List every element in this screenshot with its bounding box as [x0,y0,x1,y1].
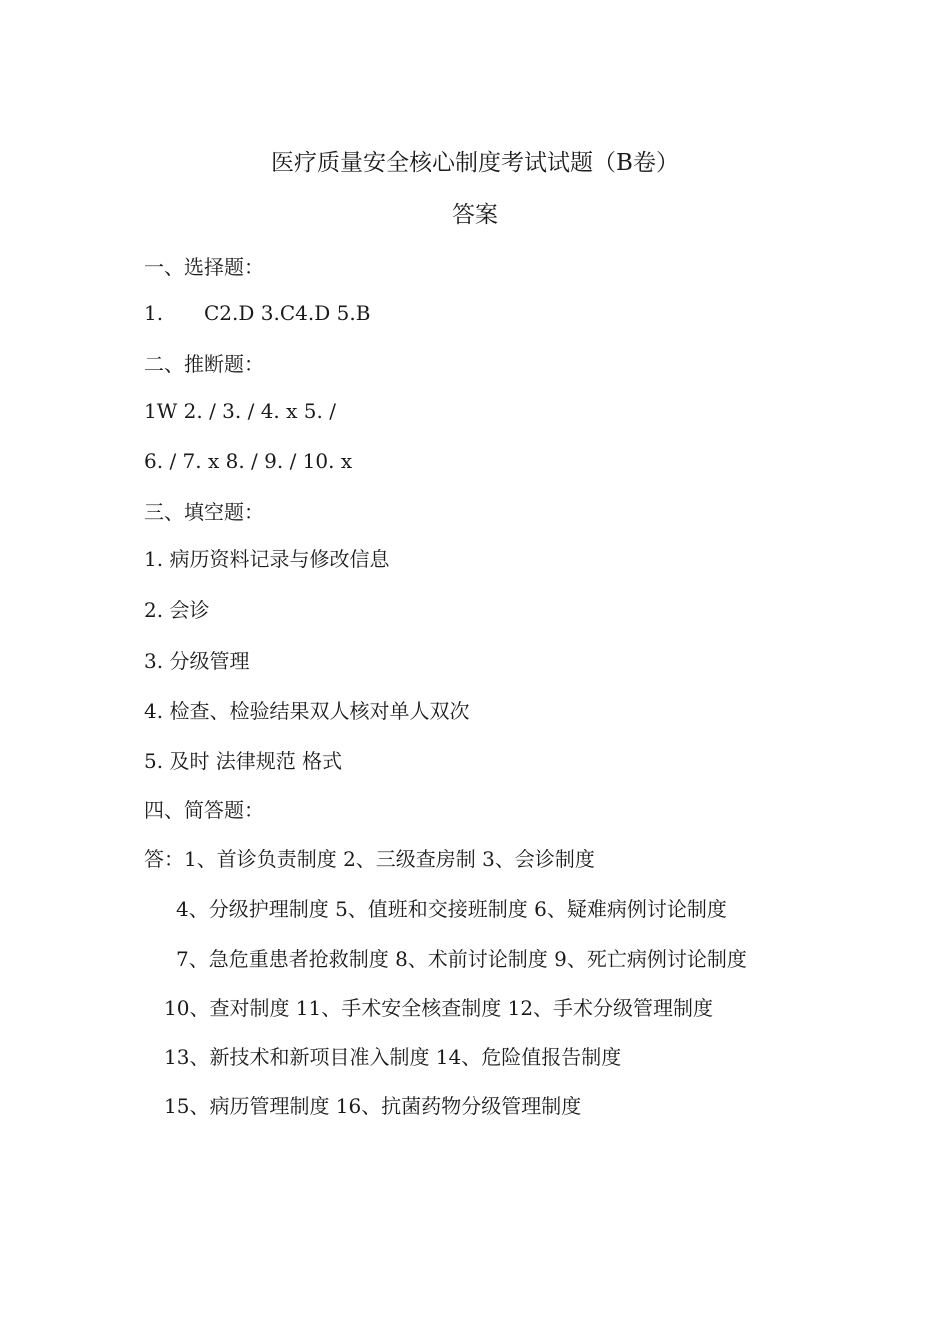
section-3-item: 5. 及时 法律规范 格式 [144,749,343,773]
section-4-answer-line: 15、病历管理制度 16、抗菌药物分级管理制度 [164,1094,582,1118]
section-4-answer-line: 13、新技术和新项目准入制度 14、危险值报告制度 [164,1045,622,1069]
section-4-heading: 四、简答题： [144,798,264,822]
section-4-answer-line: 7、急危重患者抢救制度 8、术前讨论制度 9、死亡病例讨论制度 [176,947,747,971]
section-3-item: 2. 会诊 [144,598,210,622]
section-2-heading: 二、推断题： [144,352,264,376]
document-subtitle: 答案 [452,202,498,228]
section-3-item: 1. 病历资料记录与修改信息 [144,547,390,571]
section-1-answers [144,300,370,326]
document-title: 医疗质量安全核心制度考试试题（B卷） [271,150,679,176]
section-1-answer-text: C2.D 3.C4.D 5.B [204,301,371,325]
section-1-heading: 一、选择题： [144,255,264,279]
section-4-answer-line: 4、分级护理制度 5、值班和交接班制度 6、疑难病例讨论制度 [176,897,727,921]
section-3-item: 4. 检查、检验结果双人核对单人双次 [144,699,470,723]
section-3-heading: 三、填空题： [144,500,264,524]
section-2-row-1: 1W 2. / 3. / 4. x 5. / [144,399,336,423]
section-3-item: 3. 分级管理 [144,649,250,673]
section-4-answer-line: 10、查对制度 11、手术安全核查制度 12、手术分级管理制度 [164,996,714,1020]
section-4-answer-line: 答：1、首诊负责制度 2、三级查房制 3、会诊制度 [144,847,595,871]
section-1-number: 1. [144,301,164,325]
section-2-row-2: 6. / 7. x 8. / 9. / 10. x [144,449,353,473]
